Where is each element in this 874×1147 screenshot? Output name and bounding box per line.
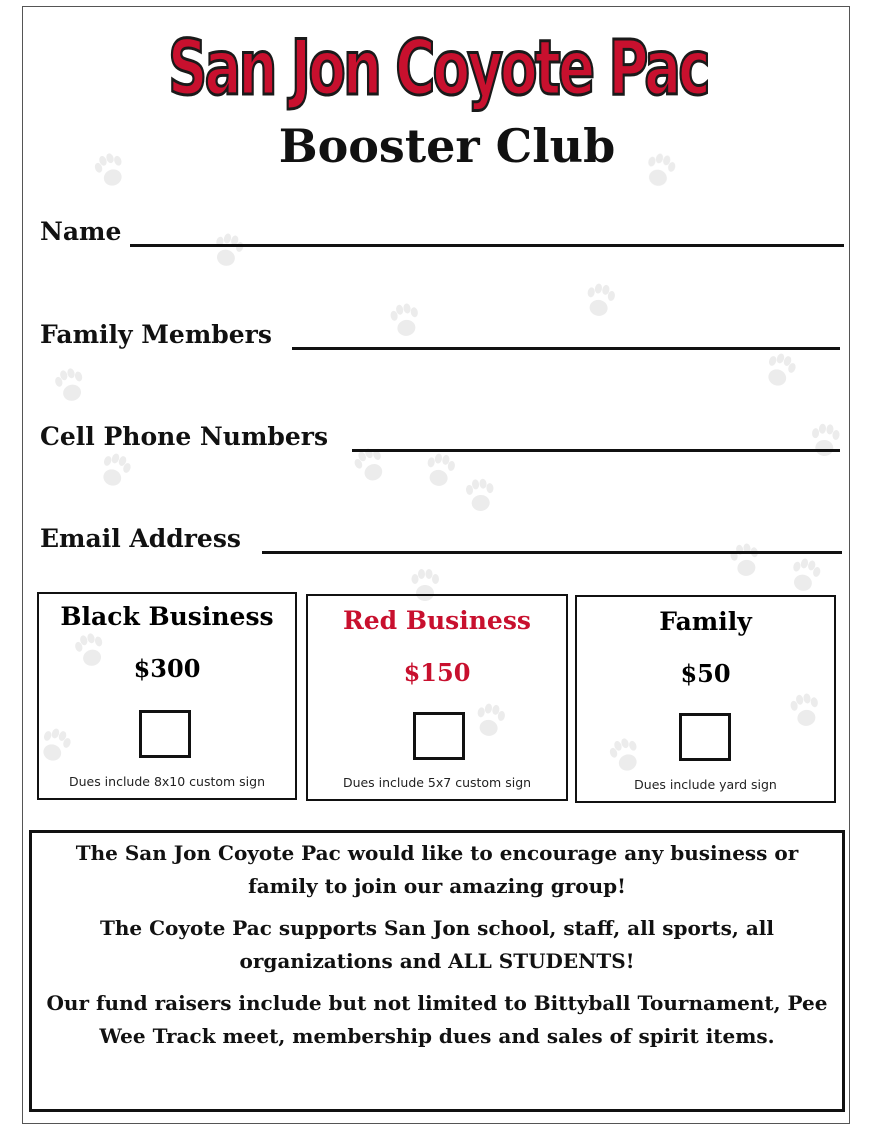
cell-phone-line[interactable] <box>352 449 840 452</box>
black-business-box <box>37 592 297 800</box>
black-business-price: $300 <box>133 654 201 683</box>
club-subtitle: Booster Club <box>278 119 616 173</box>
black-business-title: Black Business <box>60 602 274 631</box>
info-paragraph-1: The San Jon Coyote Pac would like to encourage any business or family to join our amazing group! <box>75 841 799 898</box>
family-box <box>575 595 836 803</box>
name-line[interactable] <box>130 244 844 247</box>
red-business-box <box>306 594 568 801</box>
info-box <box>29 830 845 1112</box>
black-business-note: Dues include 8x10 custom sign <box>68 774 266 789</box>
club-title: San Jon Coyote Pac <box>167 23 708 112</box>
name-label: Name <box>40 217 122 246</box>
family-members-label: Family Members <box>40 320 272 349</box>
info-paragraph-2: The Coyote Pac supports San Jon school, staff, all sports, all organizations and ALL STUDENTS! <box>100 916 774 973</box>
email-label: Email Address <box>40 524 241 553</box>
red-business-checkbox[interactable] <box>413 712 465 760</box>
black-business-checkbox[interactable] <box>139 710 191 758</box>
red-business-note: Dues include 5x7 custom sign <box>342 775 532 790</box>
family-members-line[interactable] <box>292 347 840 350</box>
family-checkbox[interactable] <box>679 713 731 761</box>
red-business-title: Red Business <box>343 606 531 635</box>
red-business-price: $150 <box>403 658 471 687</box>
family-note: Dues include yard sign <box>634 777 777 792</box>
cell-phone-label: Cell Phone Numbers <box>40 422 329 451</box>
family-price: $50 <box>680 659 731 688</box>
info-paragraph-3: Our fund raisers include but not limited to Bittyball Tournament, Pee Wee Track meet, membership dues and sales of spirit items. <box>46 991 828 1048</box>
email-line[interactable] <box>262 551 842 554</box>
family-title: Family <box>659 607 752 636</box>
